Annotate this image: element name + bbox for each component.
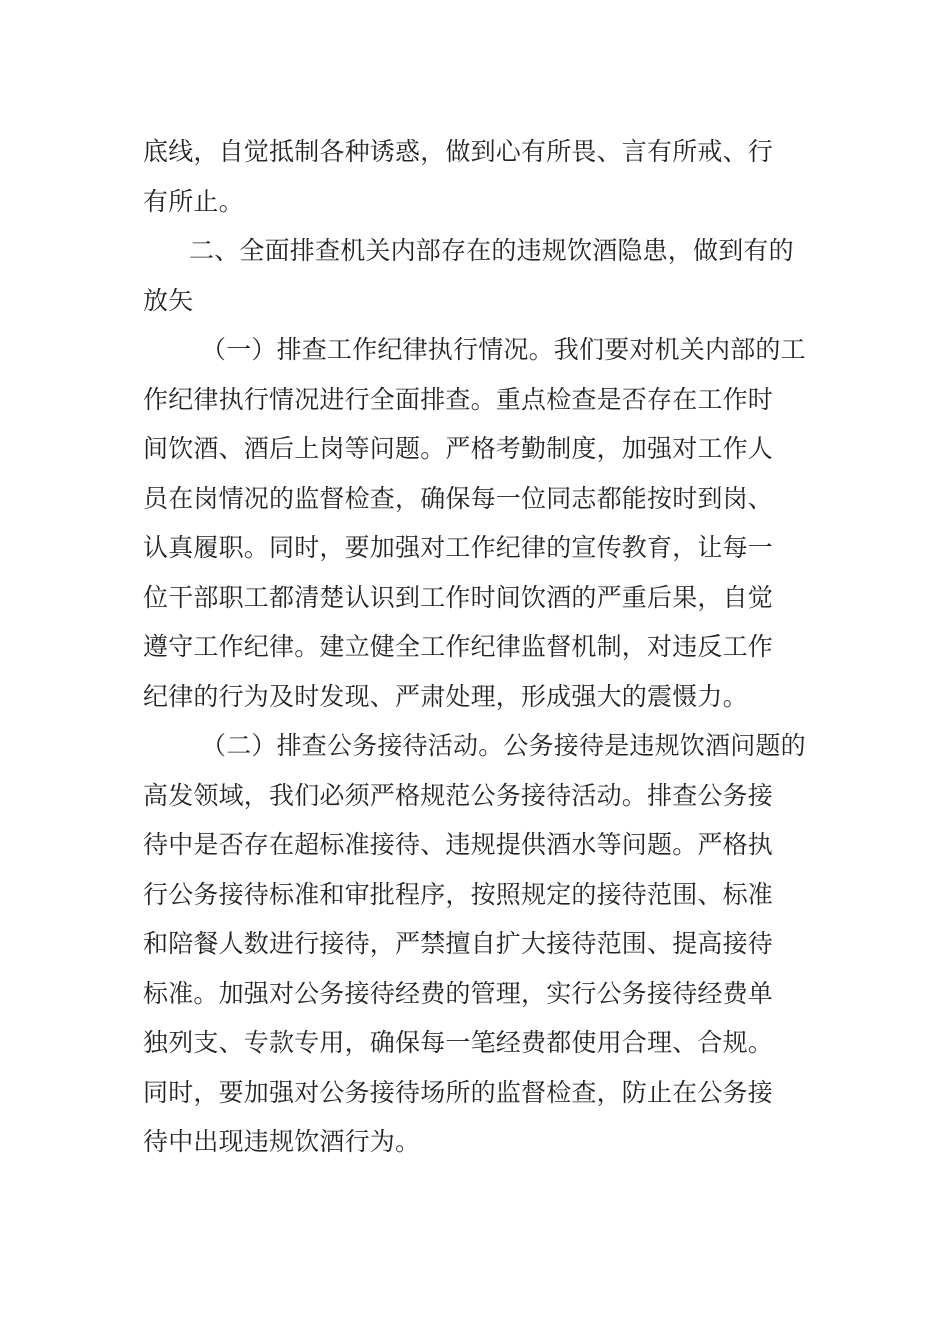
text-line: 高发领域，我们必须严格规范公务接待活动。排查公务接 [143,780,774,810]
section-heading-line: 放矢 [143,285,194,315]
text-line: 位干部职工都清楚认识到工作时间饮酒的严重后果，自觉 [143,582,774,612]
text-line: 待中出现违规饮酒行为。 [143,1127,421,1156]
text-line: 和陪餐人数进行接待，严禁擅自扩大接待范围、提高接待 [143,929,774,958]
text-line: 底线，自觉抵制各种诱惑，做到心有所畏、言有所戒、行 [143,137,774,166]
section-heading-line: 二、全面排查机关内部存在的违规饮酒隐患，做到有的 [189,236,794,265]
text-line: 员在岗情况的监督检查，确保每一位同志都能按时到岗、 [143,483,774,513]
text-line: 同时，要加强对公务接待场所的监督检查，防止在公务接 [143,1077,774,1107]
text-line: 纪律的行为及时发现、严肃处理，形成强大的震慑力。 [143,681,748,711]
text-line: （二）排查公务接待活动。公务接待是违规饮酒问题的 [201,731,806,760]
text-line: 独列支、专款专用，确保每一笔经费都使用合理、合规。 [143,1028,774,1057]
text-line: 间饮酒、酒后上岗等问题。严格考勤制度，加强对工作人 [143,434,774,463]
text-line: （一）排查工作纪律执行情况。我们要对机关内部的工 [201,335,806,364]
text-line: 作纪律执行情况进行全面排查。重点检查是否存在工作时 [143,384,774,414]
text-line: 待中是否存在超标准接待、违规提供酒水等问题。严格执 [143,830,774,859]
text-line: 行公务接待标准和审批程序，按照规定的接待范围、标准 [143,879,774,909]
paragraph-continuation [143,127,808,1167]
text-line: 遵守工作纪律。建立健全工作纪律监督机制，对违反工作 [143,632,774,661]
text-line: 有所止。 [143,186,244,216]
text-line: 标准。加强对公务接待经费的管理，实行公务接待经费单 [143,978,774,1008]
text-line: 认真履职。同时，要加强对工作纪律的宣传教育，让每一 [143,533,774,562]
